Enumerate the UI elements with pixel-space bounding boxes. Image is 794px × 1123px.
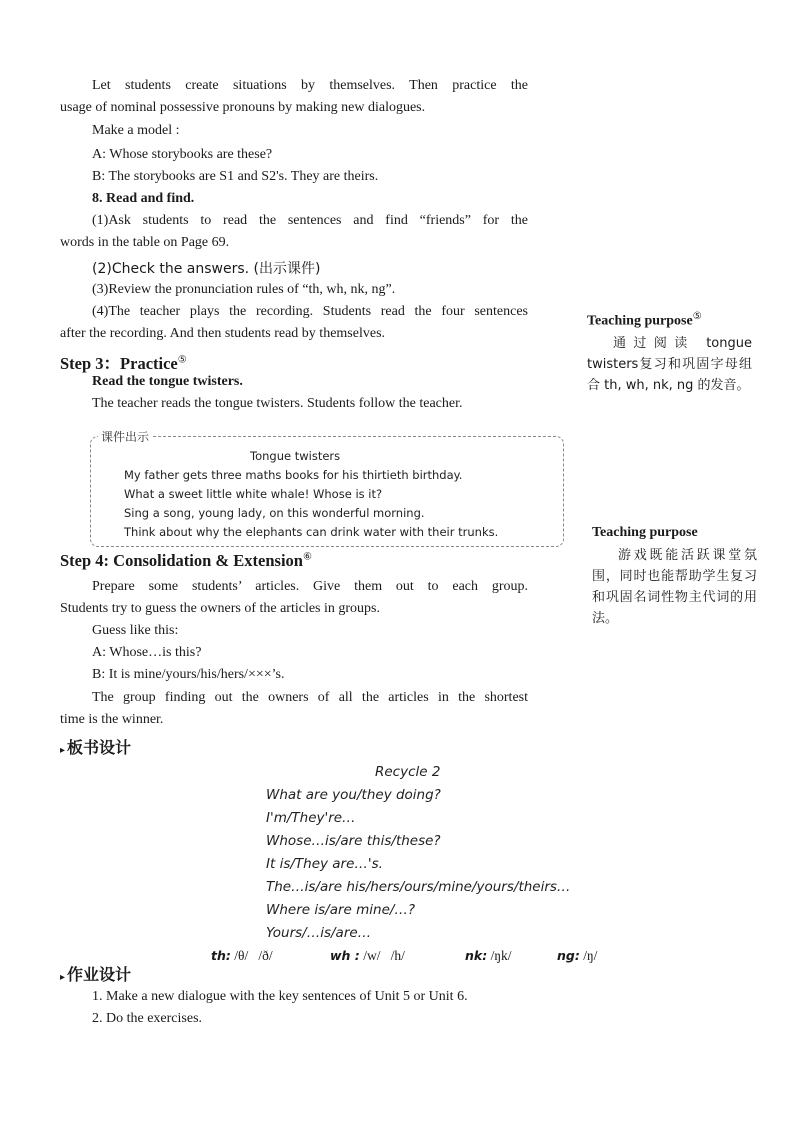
step3-mark: ⑤ — [177, 354, 187, 366]
step3-heading — [60, 350, 528, 374]
teaching-purpose-1-title: Teaching purpose⑤ — [587, 311, 702, 329]
paragraph-create-situations-line1: Let students create situations by themselves. Then practice the — [92, 78, 528, 93]
model-line-a: A: Whose storybooks are these? — [92, 147, 273, 162]
step4-para2-line2: time is the winner. — [60, 712, 164, 727]
teaching-purpose-1-mark: ⑤ — [692, 311, 702, 322]
step4-para2-line1: The group finding out the owners of all the articles in the shortest — [92, 690, 528, 705]
step8-item2 — [60, 258, 528, 278]
guess-line-b: B: It is mine/yours/his/hers/×××’s. — [92, 667, 285, 682]
board-line-5: The…is/are his/hers/ours/mine/yours/theirs… — [266, 879, 571, 895]
teaching-purpose-2-title: Teaching purpose — [592, 525, 698, 540]
step8-item4-line1: (4)The teacher plays the recording. Students read the four sentences — [92, 304, 528, 319]
board-line-3: Whose…is/are this/these? — [266, 833, 441, 849]
board-line-6: Where is/are mine/…? — [266, 902, 416, 918]
step8-item3: (3)Review the pronunciation rules of “th, wh, nk, ng”. — [92, 282, 396, 297]
step3-subtitle: Read the tongue twisters. — [92, 374, 243, 389]
step8-item4-line2: after the recording. And then students read by themselves. — [60, 326, 386, 341]
model-label: Make a model : — [92, 123, 180, 138]
step8-title: 8. Read and find. — [92, 191, 195, 206]
paragraph-create-situations-line2: usage of nominal possessive pronouns by making new dialogues. — [60, 100, 426, 115]
twister-line-2: What a sweet little white whale! Whose is it? — [124, 487, 383, 501]
step8-item1-line2: words in the table on Page 69. — [60, 235, 230, 250]
step4-mark: ⑥ — [302, 551, 312, 563]
bullet-triangle-icon: ▸ — [60, 972, 66, 983]
homework-item-2: 2. Do the exercises. — [92, 1011, 203, 1026]
phonics-nk: nk: /ŋk/ — [465, 948, 512, 963]
phonics-wh: wh : /w/ /h/ — [330, 948, 405, 963]
bullet-triangle-icon: ▸ — [60, 745, 66, 756]
board-line-4: It is/They are…'s. — [266, 856, 383, 872]
homework-item-1: 1. Make a new dialogue with the key sentences of Unit 5 or Unit 6. — [92, 989, 468, 1004]
box-label: 课件出示 — [98, 428, 152, 445]
board-line-7: Yours/…is/are… — [266, 925, 372, 941]
twister-line-1: My father gets three maths books for his thirtieth birthday. — [124, 468, 463, 482]
board-title: Recycle 2 — [375, 764, 441, 780]
step4-para1-line2: Students try to guess the owners of the articles in groups. — [60, 601, 381, 616]
model-line-b: B: The storybooks are S1 and S2's. They are theirs. — [92, 169, 379, 184]
teaching-purpose-2-text: 游戏既能活跃课堂氛围，同时也能帮助学生复习和巩固名词性物主代词的用法。 — [592, 548, 757, 626]
board-line-1: What are you/they doing? — [266, 787, 441, 803]
step3-text: The teacher reads the tongue twisters. Students follow the teacher. — [92, 396, 463, 411]
twister-line-3: Sing a song, young lady, on this wonderful morning. — [124, 506, 425, 520]
box-title: Tongue twisters — [250, 449, 341, 463]
teaching-purpose-1-text: 通过阅读 tongue twisters复习和巩固字母组合 th, wh, nk, ng 的发音。 — [587, 336, 752, 393]
homework-heading: ▸ 作业设计 — [60, 965, 132, 984]
phonics-ng: ng: /ŋ/ — [557, 948, 598, 963]
step4-heading — [60, 551, 528, 571]
phonics-th: th: /θ/ /ð/ — [211, 948, 273, 963]
step4-title: Step 4: Consolidation & Extension — [60, 551, 303, 570]
guess-line-a: A: Whose…is this? — [92, 645, 202, 660]
step8-item1-line1: (1)Ask students to read the sentences and find “friends” for the — [92, 213, 528, 228]
step3-title: Step 3：Practice — [60, 354, 178, 373]
step8-item2-text: (2)Check the answers. (出示课件) — [92, 261, 321, 277]
board-design-heading: ▸ 板书设计 — [60, 738, 132, 757]
guess-label: Guess like this: — [92, 623, 179, 638]
twister-line-4: Think about why the elephants can drink water with their trunks. — [124, 525, 499, 539]
board-line-2: I'm/They're… — [266, 810, 356, 826]
step4-para1-line1: Prepare some students’ articles. Give them out to each group. — [92, 579, 528, 594]
